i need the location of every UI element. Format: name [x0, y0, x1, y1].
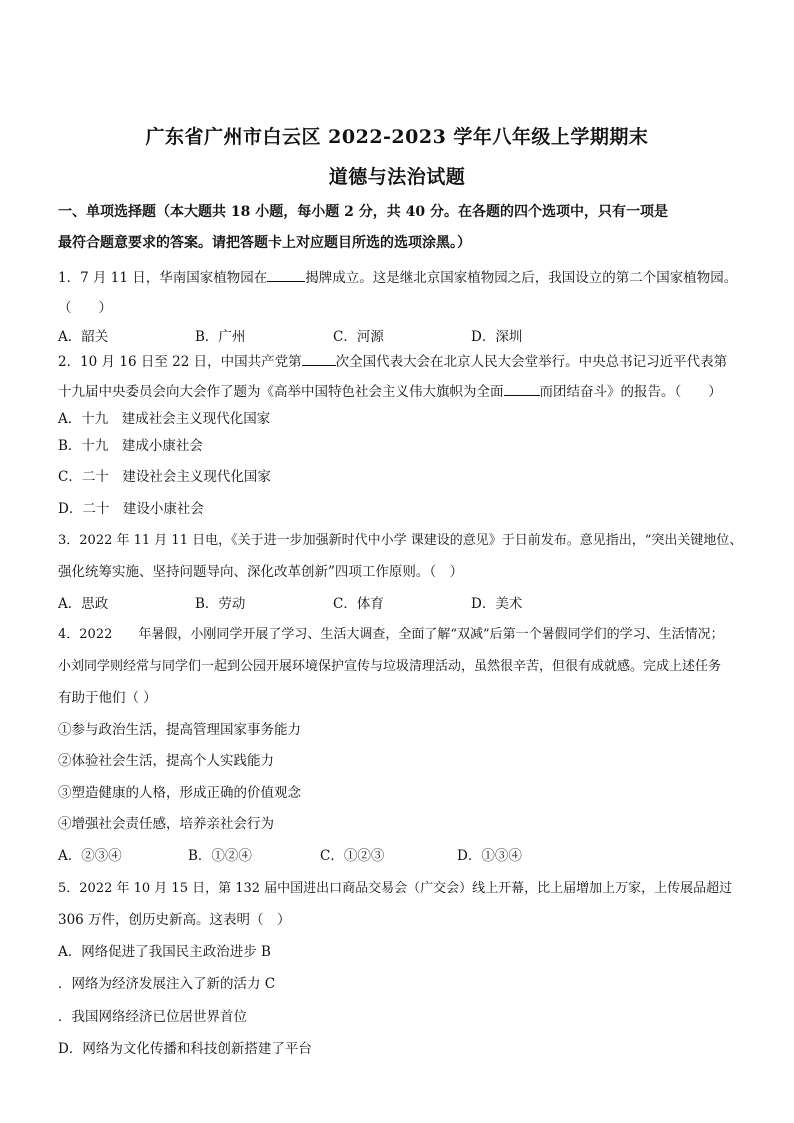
- question-2-option-d: D．二十 建设小康社会: [58, 501, 204, 517]
- question-4-stem-line1: 4．2022 年暑假，小刚同学开展了学习、生活大调查，全面了解“双减”后第一个暑假同学们的学习、生活情况；: [58, 627, 724, 642]
- option-a: A．韶关: [58, 329, 109, 345]
- option-b: B．广州: [195, 329, 246, 345]
- option-a: A．②③④: [58, 848, 122, 864]
- question-5-stem-line1: 5．2022 年 10 月 15 日，第 132 届中国进出口商品交易会（广交会）线上开幕，比上届增加上万家，上传展品超过: [58, 881, 733, 896]
- option-b: B．劳动: [195, 596, 246, 612]
- question-3-stem-line1: 3．2022 年 11 月 11 日电，《关于进一步加强新时代中小学 课建设的意见》于日前发布。意见指出，“突出关键地位、: [58, 533, 743, 548]
- question-5-option-d: D．网络为文化传播和科技创新搭建了平台: [58, 1041, 312, 1057]
- question-5-option-c: ．我国网络经济已位居世界首位: [58, 1009, 247, 1025]
- question-4-stem-line2: 小刘同学则经常与同学们一起到公园开展环境保护宣传与垃圾清理活动，虽然很辛苦，但很有成就感。完成上述任务: [58, 659, 722, 674]
- question-2-line2-pre: 十九届中央委员会向大会作了题为《高举中国特色社会主义伟大旗帜为全面: [58, 384, 504, 400]
- option-d: D．①③④: [457, 848, 522, 864]
- question-1-stem-post: 揭牌成立。这是继北京国家植物园之后，我国设立的第二个国家植物园。: [305, 270, 738, 286]
- question-2-line1-post: 次全国代表大会在北京人民大会堂举行。中央总书记习近平代表第: [335, 354, 728, 370]
- question-1-paren: （ ）: [58, 300, 112, 316]
- question-5-option-b: ．网络为经济发展注入了新的活力 C: [58, 976, 276, 992]
- question-5-option-a: A．网络促进了我国民主政治进步 B: [58, 944, 271, 960]
- answer-blank: [267, 269, 305, 282]
- option-a: A．思政: [58, 596, 109, 612]
- question-2-line2-post: 而团结奋斗》的报告。（ ）: [539, 384, 722, 400]
- exam-title: 广东省广州市白云区 2022-2023 学年八年级上学期期末: [145, 126, 649, 148]
- option-c: C．河源: [333, 329, 384, 345]
- section-heading-line2: 最符合题意要求的答案。请把答题卡上对应题目所选的选项涂黑。）: [58, 235, 471, 251]
- question-4-item-2: ②体验社会生活，提高个人实践能力: [58, 753, 274, 769]
- question-2-stem-line1: [58, 350, 758, 370]
- question-4-stem-line3: 有助于他们（ ）: [58, 690, 157, 706]
- question-2-line1-pre: 2．10 月 16 日至 22 日，中国共产党第: [58, 354, 302, 370]
- question-2-option-b: B．十九 建成小康社会: [58, 438, 203, 454]
- option-c: C．①②③: [320, 848, 385, 864]
- section-heading-line1: 一、单项选择题（本大题共 18 小题，每小题 2 分，共 40 分。在各题的四个选项中，只有一项是: [58, 204, 668, 220]
- question-2-option-c: C．二十 建设社会主义现代化国家: [58, 469, 271, 485]
- question-5-stem-line2: 306 万件，创历史新高。这表明（ ）: [58, 912, 291, 928]
- question-1-stem: [58, 266, 758, 286]
- option-c: C．体育: [333, 596, 384, 612]
- question-2-stem-line2: [58, 380, 758, 400]
- answer-blank: [504, 383, 540, 396]
- question-2-option-a: A．十九 建成社会主义现代化国家: [58, 411, 271, 427]
- question-4-item-1: ①参与政治生活，提高管理国家事务能力: [58, 722, 301, 738]
- question-4-item-3: ③塑造健康的人格，形成正确的价值观念: [58, 785, 301, 801]
- question-1-stem-pre: 1．7 月 11 日，华南国家植物园在: [58, 270, 268, 286]
- answer-blank: [302, 353, 336, 366]
- option-b: B．①②④: [188, 848, 252, 864]
- question-4-item-4: ④增强社会责任感，培养亲社会行为: [58, 816, 274, 832]
- option-d: D．美术: [471, 596, 523, 612]
- option-d: D．深圳: [471, 329, 523, 345]
- exam-subject-title: 道德与法治试题: [328, 166, 466, 188]
- question-3-stem-line2: 强化统筹实施、坚持问题导向、深化改革创新”四项工作原则。（ ）: [58, 564, 464, 580]
